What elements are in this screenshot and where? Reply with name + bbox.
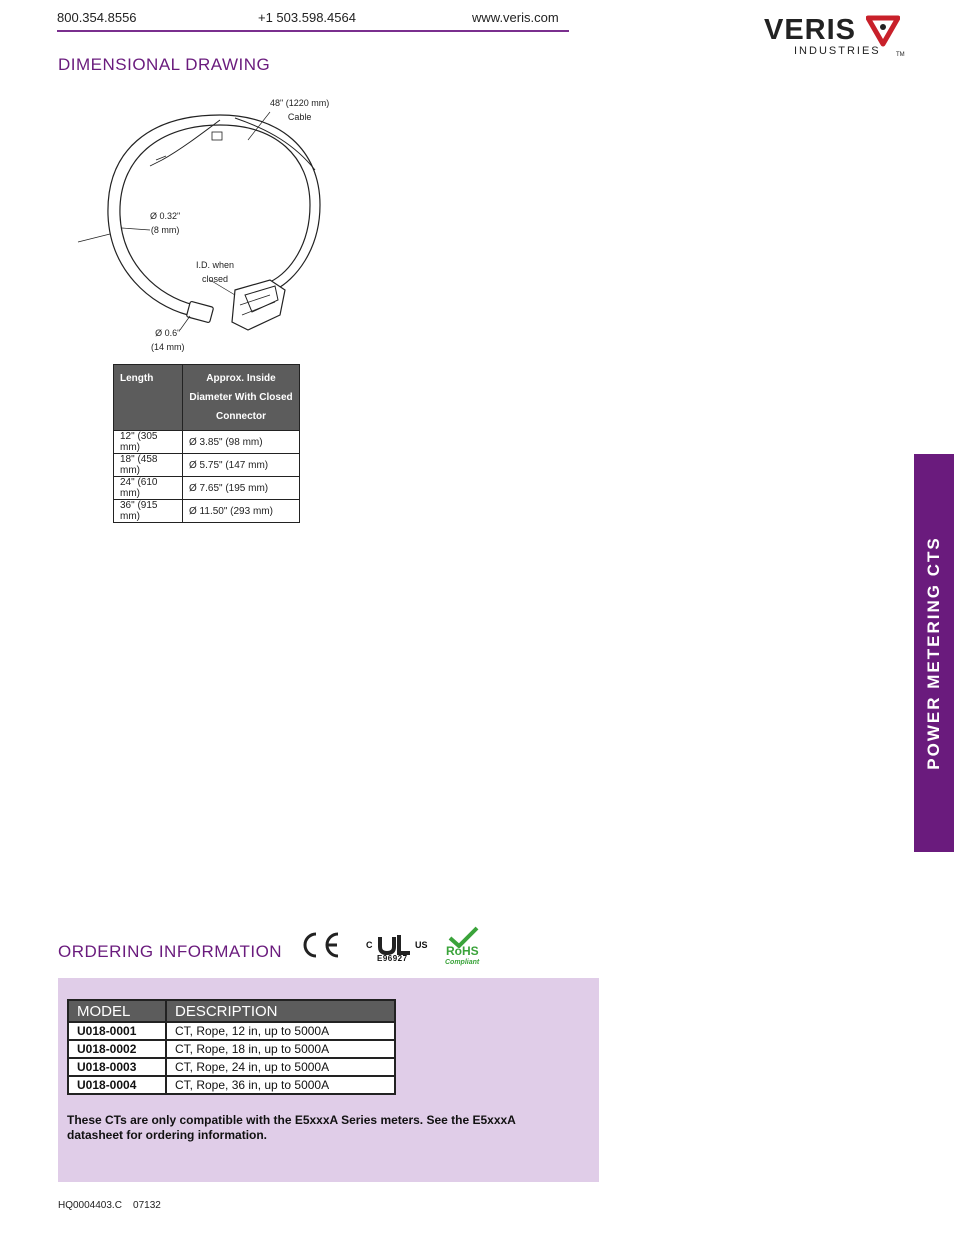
table-row xyxy=(68,1022,395,1040)
ordering-information-title: ORDERING INFORMATION xyxy=(58,942,283,961)
table-cell: Ø 3.85" (98 mm) xyxy=(183,431,300,454)
table-cell: 18" (458 mm) xyxy=(114,454,183,477)
table-row xyxy=(68,1076,395,1094)
document-id: HQ0004403.C 07132 xyxy=(58,1200,161,1211)
description-cell: CT, Rope, 18 in, up to 5000A xyxy=(166,1040,395,1058)
rohs-compliant-icon xyxy=(443,926,487,970)
description-cell: CT, Rope, 36 in, up to 5000A xyxy=(166,1076,395,1094)
ordering-table-header xyxy=(68,1000,395,1022)
side-tab-label: POWER METERING CTS xyxy=(924,536,943,770)
diameter-1-mm-text: (8 mm) xyxy=(150,225,180,235)
diameter-2-mm-text: (14 mm) xyxy=(151,342,185,352)
header-phone-2: +1 503.598.4564 xyxy=(258,10,356,25)
header-rule xyxy=(57,30,569,32)
cable-length-text: 48" (1220 mm) xyxy=(270,98,330,108)
label-cable-length xyxy=(270,96,329,124)
closed-text: closed xyxy=(202,274,229,284)
rohs-text: RoHS xyxy=(446,944,479,958)
model-cell: U018-0001 xyxy=(68,1022,166,1040)
table-row xyxy=(68,1058,395,1076)
model-cell: U018-0003 xyxy=(68,1058,166,1076)
dimension-header-length: Length xyxy=(114,365,183,431)
ce-mark-icon xyxy=(298,930,342,960)
logo-tm: TM xyxy=(896,52,905,58)
header-phone-1: 800.354.8556 xyxy=(57,10,137,25)
label-id-when-closed xyxy=(196,258,234,286)
ul-number: E96927 xyxy=(377,954,408,963)
ul-listed-icon xyxy=(366,933,428,965)
header-website[interactable]: www.veris.com xyxy=(472,10,559,25)
diameter-1-text: Ø 0.32" xyxy=(150,211,181,221)
diameter-2-text: Ø 0.6" xyxy=(155,328,181,338)
model-cell: U018-0002 xyxy=(68,1040,166,1058)
table-row xyxy=(68,1040,395,1058)
ul-logo-icon xyxy=(376,933,414,955)
logo-v-icon xyxy=(866,14,900,48)
table-row xyxy=(114,477,300,500)
model-cell: U018-0004 xyxy=(68,1076,166,1094)
label-diameter-1 xyxy=(150,209,180,237)
dimensional-drawing-title: DIMENSIONAL DRAWING xyxy=(58,55,271,74)
table-cell: 24" (610 mm) xyxy=(114,477,183,500)
dimension-table-header xyxy=(114,365,300,431)
ordering-note: These CTs are only compatible with the E5xxxA Series meters. See the E5xxxA datasheet for ordering information. xyxy=(67,1113,516,1142)
table-cell: 12" (305 mm) xyxy=(114,431,183,454)
label-diameter-2 xyxy=(151,326,185,354)
table-cell: Ø 11.50" (293 mm) xyxy=(183,500,300,523)
ul-c: C xyxy=(366,940,373,950)
dimension-table xyxy=(113,364,300,523)
table-cell: Ø 7.65" (195 mm) xyxy=(183,477,300,500)
ordering-header-model: MODEL xyxy=(68,1000,166,1022)
ordering-header-description: DESCRIPTION xyxy=(166,1000,395,1022)
table-cell: 36" (915 mm) xyxy=(114,500,183,523)
dimension-header-diameter: Approx. Inside Diameter With Closed Connector xyxy=(183,365,300,431)
side-tab-power-metering xyxy=(914,454,954,852)
description-cell: CT, Rope, 12 in, up to 5000A xyxy=(166,1022,395,1040)
table-cell: Ø 5.75" (147 mm) xyxy=(183,454,300,477)
table-row xyxy=(114,500,300,523)
id-when-text: I.D. when xyxy=(196,260,235,270)
ul-us: US xyxy=(415,940,428,950)
rope-ct-drawing xyxy=(70,90,370,360)
table-row xyxy=(114,431,300,454)
logo-subtitle: INDUSTRIES xyxy=(794,45,881,57)
cable-text: Cable xyxy=(287,112,312,122)
veris-logo xyxy=(762,14,908,60)
logo-wordmark: VERIS xyxy=(764,14,857,46)
table-row xyxy=(114,454,300,477)
description-cell: CT, Rope, 24 in, up to 5000A xyxy=(166,1058,395,1076)
rohs-compliant-text: Compliant xyxy=(445,959,480,966)
ordering-table xyxy=(67,999,396,1095)
